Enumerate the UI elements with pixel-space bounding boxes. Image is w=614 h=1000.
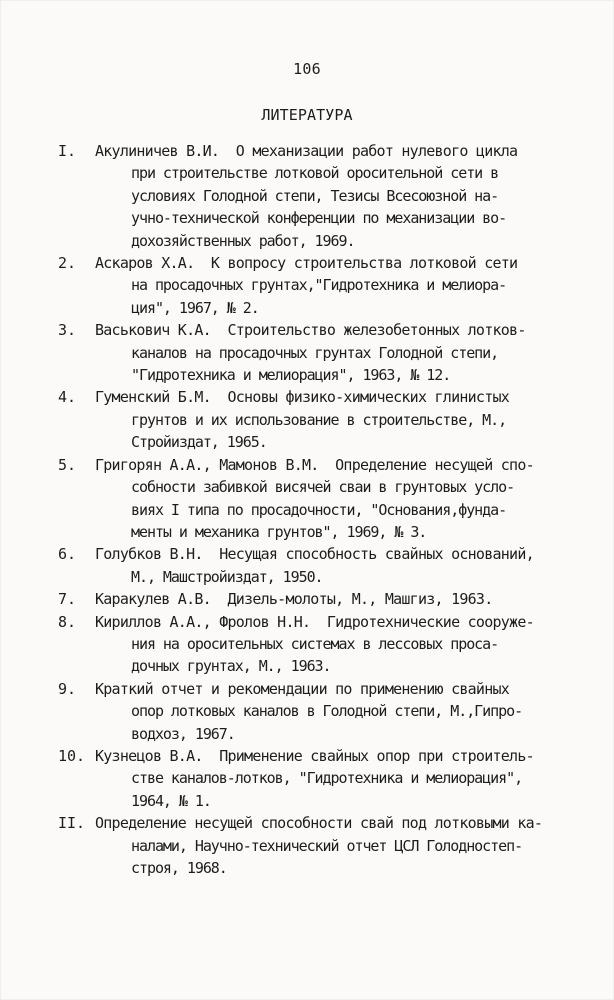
reference-line: Определение несущей способности свай под лотковыми ка-: [95, 814, 543, 833]
reference-item: [58, 543, 598, 588]
reference-line: на просадочных грунтах,"Гидротехника и мелиора-: [131, 276, 507, 295]
reference-text: [95, 252, 598, 319]
reference-line: менты и механика грунтов", 1969, № 3.: [131, 522, 427, 541]
reference-line: Гуменский Б.М. Основы физико-химических глинистых: [95, 388, 510, 407]
reference-line: Акулиничев В.И. О механизации работ нулевого цикла: [95, 142, 518, 160]
reference-list: [58, 140, 598, 879]
reference-line: стве каналов-лотков, "Гидротехника и мелиорация",: [131, 769, 523, 788]
reference-line: ния на оросительных системах в лессовых проса-: [131, 634, 499, 653]
reference-line: дочных грунтах, М., 1963.: [131, 657, 331, 676]
reference-number: II.: [58, 814, 86, 833]
reference-line: каналов на просадочных грунтах Голодной степи,: [131, 343, 499, 362]
reference-item: [58, 611, 598, 678]
reference-number: 3.: [58, 321, 77, 340]
reference-item: [58, 319, 598, 386]
reference-text: [95, 454, 598, 544]
reference-item: [58, 386, 598, 453]
reference-line: Аскаров Х.А. К вопросу строительства лотковой сети: [95, 254, 518, 273]
reference-line: 1964, № 1.: [131, 791, 211, 810]
reference-number: 7.: [58, 590, 77, 609]
section-title: ЛИТЕРАТУРА: [261, 106, 353, 124]
reference-line: Григорян А.А., Мамонов В.М. Определение несущей спо-: [95, 455, 534, 474]
reference-item: [58, 588, 598, 610]
reference-line: строя, 1968.: [131, 859, 227, 877]
reference-line: учно-технической конференции по механизации во-: [131, 209, 507, 228]
reference-item: [58, 812, 598, 879]
reference-line: Кузнецов В.А. Применение свайных опор при строитель-: [95, 746, 534, 765]
reference-item: [58, 745, 598, 812]
reference-line: Стройиздат, 1965.: [131, 433, 267, 452]
reference-line: Каракулев А.В. Дизель-молоты, М., Машгиз, 1963.: [95, 590, 493, 609]
reference-line: налами, Научно-технический отчет ЦСЛ Голодностеп-: [131, 836, 523, 855]
reference-number: I.: [58, 142, 77, 160]
reference-number: 5.: [58, 455, 77, 474]
reference-text: [95, 812, 598, 879]
reference-text: [95, 140, 598, 252]
reference-text: [95, 588, 598, 610]
reference-item: [58, 678, 598, 745]
reference-number: 2.: [58, 254, 77, 273]
reference-line: водхоз, 1967.: [131, 724, 235, 743]
reference-text: [95, 745, 598, 812]
reference-number: 6.: [58, 545, 77, 564]
reference-number: 10.: [58, 746, 86, 765]
reference-line: дохозяйственных работ, 1969.: [131, 231, 355, 250]
reference-text: [95, 386, 598, 453]
reference-line: Голубков В.Н. Несущая способность свайных оснований,: [95, 545, 534, 564]
reference-number: 9.: [58, 679, 77, 698]
reference-text: [95, 543, 598, 588]
reference-line: Кириллов А.А., Фролов Н.Н. Гидротехнические сооруже-: [95, 612, 534, 631]
reference-line: грунтов и их использование в строительстве, М.,: [131, 410, 507, 429]
reference-text: [95, 678, 598, 745]
reference-line: ция", 1967, № 2.: [131, 298, 259, 317]
reference-item: [58, 252, 598, 319]
reference-line: опор лотковых каналов в Голодной степи, М.,Гипро-: [131, 702, 523, 721]
reference-line: Васькович К.А. Строительство железобетонных лотков-: [95, 321, 526, 340]
reference-line: М., Машстройиздат, 1950.: [131, 567, 323, 586]
reference-line: Краткий отчет и рекомендации по применению свайных: [95, 679, 510, 698]
reference-line: при строительстве лотковой оросительной сети в: [131, 164, 499, 183]
reference-line: виях I типа по просадочности, "Основания,фунда-: [131, 500, 507, 519]
reference-text: [95, 611, 598, 678]
reference-number: 8.: [58, 612, 77, 631]
reference-text: [95, 319, 598, 386]
reference-item: [58, 140, 598, 252]
reference-line: условиях Голодной степи, Тезисы Всесоюзной на-: [131, 186, 499, 205]
reference-item: [58, 454, 598, 544]
page-number: 106: [293, 60, 321, 78]
reference-number: 4.: [58, 388, 77, 407]
reference-line: собности забивкой висячей сваи в грунтовых усло-: [131, 478, 515, 497]
reference-line: "Гидротехника и мелиорация", 1963, № 12.: [131, 366, 451, 385]
